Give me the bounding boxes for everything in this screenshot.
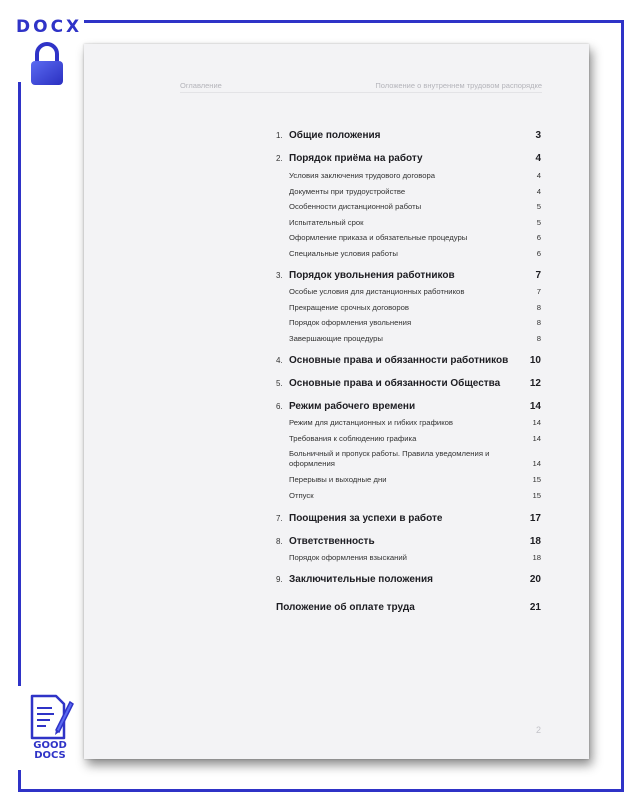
toc-subitem[interactable]: [276, 186, 541, 200]
toc-subitem[interactable]: [276, 317, 541, 331]
docx-logo-text: DOCX: [16, 17, 83, 37]
toc-item-number: 3.: [276, 271, 283, 280]
toc-item-title: Основные права и обязанности работников: [289, 355, 509, 366]
toc-item[interactable]: [276, 513, 541, 527]
toc-subitem[interactable]: [276, 333, 541, 347]
toc-item-number: 7.: [276, 514, 283, 523]
toc-item-title: Отпуск: [289, 490, 314, 500]
toc-item[interactable]: [276, 401, 541, 415]
toc-item-title: Испытательный срок: [289, 217, 364, 227]
toc-item-title: Основные права и обязанности Общества: [289, 378, 501, 389]
toc-item[interactable]: [276, 355, 541, 369]
toc-item-title: Порядок оформления увольнения: [289, 318, 412, 327]
toc-item-title: Общие положения: [289, 130, 381, 141]
toc-item-title: Порядок увольнения работников: [289, 270, 455, 281]
frame-bottom-border: [18, 789, 624, 792]
toc-item-page: 4: [536, 186, 541, 196]
toc-subitem[interactable]: [276, 201, 541, 215]
frame-right-border: [621, 20, 624, 792]
toc-item-page: 14: [532, 418, 541, 427]
document-page: [84, 44, 589, 759]
toc-subitem[interactable]: [276, 552, 541, 566]
toc-item-number: 6.: [276, 402, 283, 411]
toc-item-page: 5: [536, 217, 541, 227]
toc-item-page: 18: [532, 553, 541, 562]
toc-item-title: Прекращение срочных договоров: [289, 302, 410, 312]
toc-item-page: 4: [535, 153, 541, 164]
toc-subitem[interactable]: [276, 474, 541, 488]
frame-top-border: [84, 20, 624, 23]
toc-item-title: Оформление приказа и обязательные процедуры: [289, 233, 468, 242]
toc-item-page: 14: [529, 401, 541, 412]
toc-item-page: 10: [529, 355, 541, 366]
toc-item-title: Режим рабочего времени: [289, 401, 416, 412]
toc-subitem[interactable]: [276, 433, 541, 447]
toc-item-title: Порядок приёма на работу: [289, 153, 423, 164]
toc-item-page: 7: [535, 270, 541, 281]
toc-item-page: 7: [536, 287, 541, 296]
frame-left-border: [18, 82, 21, 686]
toc-item-page: 14: [532, 459, 541, 468]
toc-item-title: Специальные условия работы: [289, 248, 398, 258]
toc-item-page: 20: [529, 574, 541, 585]
toc-subitem[interactable]: [276, 248, 541, 262]
lock-icon: [28, 42, 66, 86]
toc-subitem[interactable]: [276, 448, 541, 470]
toc-item-title: Перерывы и выходные дни: [289, 475, 387, 484]
toc-item[interactable]: [276, 153, 541, 167]
toc-item[interactable]: [276, 536, 541, 550]
page-number: 2: [535, 725, 541, 735]
toc-subitem[interactable]: [276, 217, 541, 231]
toc-item-number: 9.: [276, 575, 283, 584]
toc-subitem[interactable]: [276, 170, 541, 184]
toc-item-page: 18: [529, 536, 541, 547]
toc-item[interactable]: [276, 378, 541, 392]
toc-item-title: Документы при трудоустройстве: [289, 186, 406, 196]
toc-item-title: Особые условия для дистанционных работников: [289, 287, 465, 296]
toc-subitem[interactable]: [276, 286, 541, 300]
toc-item-page: 3: [535, 130, 541, 141]
toc-item-title: Положение об оплате труда: [276, 602, 415, 613]
good-docs-logo-text: [26, 741, 74, 761]
toc-item-number: 2.: [276, 154, 283, 163]
good-docs-line2: DOCS: [34, 750, 66, 761]
toc-item-number: 4.: [276, 356, 283, 365]
toc-item-page: 21: [529, 602, 541, 613]
toc-item-page: 12: [529, 378, 541, 389]
toc-item[interactable]: [276, 574, 541, 588]
toc-subitem[interactable]: [276, 490, 541, 504]
toc-item-title: Особенности дистанционной работы: [289, 202, 422, 211]
toc-item-title: Поощрения за успехи в работе: [289, 513, 443, 524]
toc-item-page: 8: [536, 302, 541, 312]
toc-subitem[interactable]: [276, 232, 541, 246]
toc-subitem[interactable]: [276, 417, 541, 431]
toc-item-page: 5: [536, 202, 541, 211]
toc-item-page: 8: [536, 333, 541, 343]
running-head: [180, 81, 542, 93]
toc-item-number: 5.: [276, 379, 283, 388]
toc-item-title: Завершающие процедуры: [289, 333, 383, 343]
toc-item-title: Ответственность: [289, 536, 375, 547]
good-docs-line1: GOOD: [33, 740, 67, 751]
toc-item-title: Требования к соблюдению графика: [289, 433, 417, 443]
toc-item-page: 8: [536, 318, 541, 327]
toc-item-page: 14: [532, 433, 541, 443]
toc-item-page: 6: [536, 248, 541, 258]
toc-item[interactable]: [276, 130, 541, 144]
toc-item-title: Условия заключения трудового договора: [289, 171, 436, 180]
toc-item-page: 17: [529, 513, 541, 524]
toc-item-number: 1.: [276, 131, 283, 140]
toc-item-title: Заключительные положения: [289, 574, 433, 585]
toc-item-page: 15: [532, 490, 541, 500]
running-head-left: Оглавление: [180, 81, 222, 90]
toc-item-page: 4: [536, 171, 541, 180]
toc-item[interactable]: [276, 270, 541, 284]
toc-subitem[interactable]: [276, 302, 541, 316]
running-head-right: Положение о внутреннем трудовом распорядке: [375, 81, 542, 90]
toc-item-number: 8.: [276, 537, 283, 546]
frame-left-border-lower: [18, 770, 21, 792]
toc-item-page: 15: [532, 475, 541, 484]
toc-item[interactable]: [276, 602, 541, 616]
toc-item-title: Режим для дистанционных и гибких графиков: [289, 418, 454, 427]
toc-item-title: Больничный и пропуск работы. Правила уведомления и оформления: [289, 449, 490, 468]
toc-item-page: 6: [536, 233, 541, 242]
toc-item-title: Порядок оформления взысканий: [289, 553, 407, 562]
